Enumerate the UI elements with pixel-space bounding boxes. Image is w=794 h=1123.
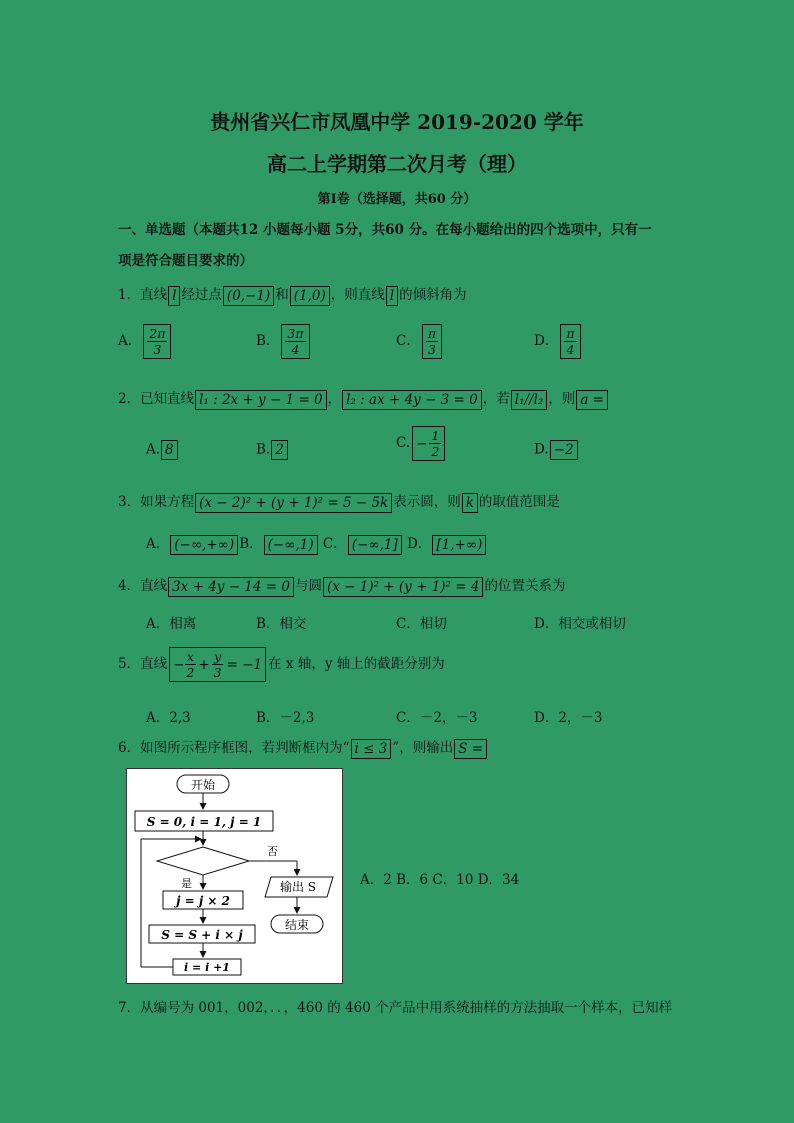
q5-option-a: A．2,3 [146,710,191,726]
q1-var-l: l [168,286,180,306]
q5-equation: − $\frac{x}{2}$ + $\frac{y}{3}$ = −1 [169,647,266,682]
flowchart [126,768,343,984]
question-6: 6．如图所示程序框图，若判断框内为“ i ≤ 3 ”，则输出 S = [118,736,488,759]
flow-decision-node [157,847,249,875]
q2-ask: a = [576,390,608,410]
question-5: 5．直线 − $\frac{x}{2}$ + $\frac{y}{3}$ = −1 在 x 轴，y 轴上的截距分别为 [118,649,445,680]
q3-options: A． (−∞,+∞) B． (−∞,1) C． (−∞,1] D． [1,+∞) [146,532,487,555]
title-line-1: 贵州省兴仁市凤凰中学 2019-2020 学年 [210,110,584,134]
q4-option-d: D．相交或相切 [534,616,626,632]
q1-point-2: (1,0) [290,286,330,306]
q2-option-c: C. − $\frac{1}{2}$ [396,426,447,461]
flow-no-label: 否 [267,845,278,858]
flow-output-label: 输出 S [279,880,317,894]
q1-option-b: B． $\frac{3\pi}{4}$ [256,324,312,359]
flow-start-label: 开始 [190,778,216,792]
q5-option-d: D．2，－3 [534,710,603,726]
question-2: 2．已知直线 l₁ : 2x + y − 1 = 0 ， l₂ : ax + 4y − 3 = 0 ，若 l₁//l₂ ，则 a = [118,387,609,410]
q4-option-c: C．相切 [396,616,447,632]
q1-option-a: A． $\frac{2\pi}{3}$ [118,324,173,359]
part-heading-line-1: 一、单选题（本题共12 小题每小题 5分，共60 分。在每小题给出的四个选项中，只有一 [118,222,652,238]
q2-condition: l₁//l₂ [511,390,548,410]
flow-end-label: 结束 [284,918,310,932]
flow-yes-label: 是 [181,877,192,890]
q2-option-d: D. −2 [534,440,579,460]
flow-init-label: S = 0, i = 1, j = 1 [146,815,262,829]
question-1: 1．直线 l 经过点 (0,−1) 和 (1,0) ，则直线 l 的倾斜角为 [118,287,467,304]
q3-var-k: k [462,493,478,513]
q1-point-1: (0,−1) [223,286,274,306]
q4-option-a: A．相离 [146,616,197,632]
q2-line-2: l₂ : ax + 4y − 3 = 0 [342,390,482,410]
q6-condition: i ≤ 3 [351,739,392,759]
question-7: 7．从编号为 001，002，．．，460 的 460 个产品中用系统抽样的方法抽取一个样本，已知样 [118,1000,673,1016]
flow-step1-label: j = j × 2 [176,894,230,908]
q2-line-1: l₁ : 2x + y − 1 = 0 [195,390,327,410]
q1-option-c: C． $\frac{\pi}{3}$ [396,324,444,359]
q1-var-l-2: l [386,286,398,306]
q3-equation: (x − 2)² + (y + 1)² = 5 − 5k [195,493,392,513]
flow-step3-label: i = i +1 [184,961,230,974]
q4-line: 3x + 4y − 14 = 0 [168,577,294,597]
q5-option-b: B．－2,3 [256,710,315,726]
question-4: 4．直线 3x + 4y − 14 = 0 与圆 (x − 1)² + (y + 1)² = 4 的位置关系为 [118,578,566,595]
q6-options: A．2 B．6 C．10 D．34 [360,872,520,888]
q4-circle: (x − 1)² + (y + 1)² = 4 [323,577,483,597]
q1-option-d: D． $\frac{\pi}{4}$ [534,324,583,359]
title-line-2: 高二上学期第二次月考（理） [267,152,527,176]
q6-output: S = [454,739,487,759]
q2-option-a: A. 8 [146,440,179,460]
q5-option-c: C．－2，－3 [396,710,478,726]
q2-option-b: B. 2 [256,440,289,460]
section-heading: 第I卷（选择题，共60 分） [317,192,477,207]
flowchart-diagram [127,769,342,983]
part-heading-line-2: 项是符合题目要求的） [118,253,253,269]
flow-step2-label: S = S + i × j [161,928,243,942]
q4-option-b: B．相交 [256,616,307,632]
question-3: 3．如果方程 (x − 2)² + (y + 1)² = 5 − 5k 表示圆，则 k 的取值范围是 [118,494,560,511]
